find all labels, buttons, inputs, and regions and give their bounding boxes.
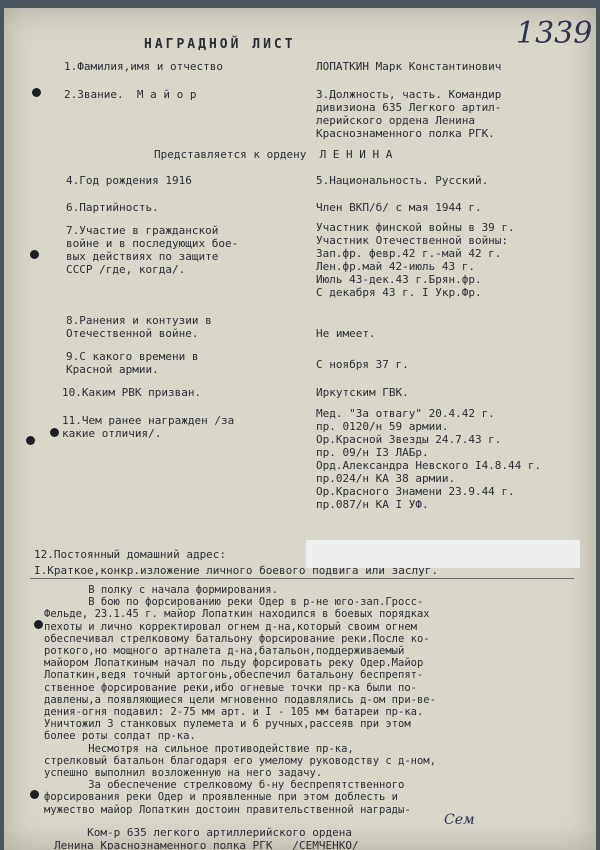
citation-line: роткого,но мощного артналета д-на,батальон,поддерживаемый bbox=[44, 645, 405, 657]
nomination-line: Представляется к ордену Л Е Н И Н А bbox=[154, 148, 393, 161]
citation-line: За обеспечение стрелковому б-ну беспрепятственного bbox=[44, 779, 405, 792]
field-4-label: 4.Год рождения 1916 bbox=[66, 174, 192, 187]
field-3-value-2: лерийского ордена Ленина bbox=[316, 114, 475, 127]
field-7-label-2: войне и в последующих бое- bbox=[66, 237, 239, 250]
field-1-value: ЛОПАТКИН Марк Константинович bbox=[316, 60, 502, 73]
field-11-label-1: 11.Чем ранее награжден /за bbox=[62, 414, 235, 427]
field-11-value-1: Мед. "За отвагу" 20.4.42 г. bbox=[316, 407, 495, 420]
field-12-label: 12.Постоянный домашний адрес: bbox=[34, 548, 227, 561]
field-11-value-5: Орд.Александра Невского I4.8.44 г. bbox=[316, 459, 542, 472]
divider bbox=[30, 578, 574, 579]
field-11-value-6: пр.024/н КА 38 армии. bbox=[316, 472, 456, 485]
field-3-label: 3.Должность, часть. Командир bbox=[316, 88, 502, 101]
footer-line-2: Ленина Краснознаменного полка РГК /СЕМЧЕНКО/ bbox=[54, 839, 359, 850]
punch-hole bbox=[30, 250, 39, 259]
citation-line: более роты солдат пр-ка. bbox=[44, 730, 196, 743]
field-8-value: Не имеет. bbox=[316, 327, 376, 340]
field-11-value-2: пр. 0120/н 59 армии. bbox=[316, 420, 449, 433]
signature: Сем bbox=[444, 812, 475, 828]
field-10-label: 10.Каким РВК призван. bbox=[62, 386, 202, 399]
citation-line: Несмотря на сильное противодействие пр-ка, bbox=[44, 742, 354, 755]
field-7-label-4: СССР /где, когда/. bbox=[66, 263, 186, 276]
field-7-value-1: Участник финской войны в 39 г. bbox=[316, 221, 515, 234]
award-sheet bbox=[4, 8, 596, 850]
citation-line: ственное форсирование реки,ибо огневые точки пр-ка были по- bbox=[44, 681, 417, 694]
field-9-value: С ноября 37 г. bbox=[316, 358, 409, 371]
citation-line: В бою по форсированию реки Одер в р-не юго-зап.Гросс- bbox=[44, 596, 424, 609]
citation-line: В полку с начала формирования. bbox=[44, 584, 278, 596]
citation-line: Уничтожил 3 станковых пулемета и 6 ручных,рассеяв при этом bbox=[44, 718, 411, 731]
field-7-label-3: вых действиях по защите bbox=[66, 250, 219, 263]
citation-line: форсирования реки Одер и проявленные при этом доблесть и bbox=[44, 791, 399, 804]
citation-line: пехоты и лично корректировал огнем д-на,который своим огнем bbox=[44, 620, 417, 633]
field-9-label-2: Красной армии. bbox=[66, 363, 159, 376]
field-11-value-4: пр. 09/н I3 ЛАБр. bbox=[316, 446, 429, 459]
field-7-value-3: Зап.фр. февр.42 г.-май 42 г. bbox=[316, 247, 502, 260]
punch-hole bbox=[32, 88, 41, 97]
punch-hole bbox=[26, 436, 35, 445]
field-6-label: 6.Партийность. bbox=[66, 201, 159, 214]
field-7-value-4: Лен.фр.май 42-июль 43 г. bbox=[316, 260, 475, 273]
archive-number: 1339 bbox=[516, 16, 593, 51]
field-3-value-3: Краснознаменного полка РГК. bbox=[316, 127, 495, 140]
field-10-value: Иркутским ГВК. bbox=[316, 386, 409, 399]
punch-hole bbox=[50, 428, 59, 437]
field-7-value-6: С декабря 43 г. I Укр.Фр. bbox=[316, 286, 482, 299]
field-7-value-2: Участник Отечественной войны: bbox=[316, 234, 509, 247]
field-7-value-5: Июль 43-дек.43 г.Брян.фр. bbox=[316, 273, 482, 286]
punch-hole bbox=[34, 620, 43, 629]
citation-line: дения-огня подавил: 2-75 мм арт. и I - 105 мм батареи пр-ка. bbox=[44, 706, 424, 718]
field-11-label-2: какие отличия/. bbox=[62, 427, 162, 440]
punch-hole bbox=[30, 790, 39, 799]
field-1-label: 1.Фамилия,имя и отчество bbox=[64, 60, 223, 73]
footer-line-1: Ком-р 635 легкого артиллерийского ордена bbox=[54, 826, 353, 839]
field-9-label-1: 9.С какого времени в bbox=[66, 350, 199, 363]
document-title: НАГРАДНОЙ ЛИСТ bbox=[144, 37, 296, 52]
field-8-label-2: Отечественной войне. bbox=[66, 327, 199, 340]
citation-line: обеспечивал стрелковому батальону форсирование реки.После ко- bbox=[44, 632, 430, 645]
field-11-value-8: пр.087/н КА I УФ. bbox=[316, 498, 429, 511]
field-5-label: 5.Национальность. Русский. bbox=[316, 174, 489, 187]
field-6-value: Член ВКП/б/ с мая 1944 г. bbox=[316, 201, 482, 214]
citation-line: давлены,а появляющиеся цели мгновенно подавлялись д-ом при-ве- bbox=[44, 693, 436, 706]
citation-line: Лопаткин,ведя точный артогонь,обеспечил батальону беспрепят- bbox=[44, 669, 424, 682]
field-3-value-1: дивизиона 635 Легкого артил- bbox=[316, 101, 502, 114]
field-2-label: 2.Звание. М а й о р bbox=[64, 88, 197, 101]
citation-line: стрелковый батальон благодаря его умелому руководству с д-ном, bbox=[44, 754, 436, 767]
field-11-value-3: Ор.Красной Звезды 24.7.43 г. bbox=[316, 433, 502, 446]
field-8-label-1: 8.Ранения и контузии в bbox=[66, 314, 212, 327]
citation-line: майором Лопаткиным начал по льду форсировать реку Одер.Майор bbox=[44, 657, 424, 670]
field-11-value-7: Ор.Красного Знамени 23.9.44 г. bbox=[316, 485, 515, 498]
field-7-label-1: 7.Участие в гражданской bbox=[66, 224, 219, 237]
citation-line: успешно выполнил возложенную на него задачу. bbox=[44, 767, 323, 779]
section-heading: I.Краткое,конкр.изложение личного боевого подвига или заслуг. bbox=[34, 564, 438, 577]
citation-line: мужество майор Лопаткин достоин правительственной награды- bbox=[44, 803, 411, 816]
citation-line: Фельде, 23.1.45 г. майор Лопаткин находился в боевых порядках bbox=[44, 608, 430, 621]
